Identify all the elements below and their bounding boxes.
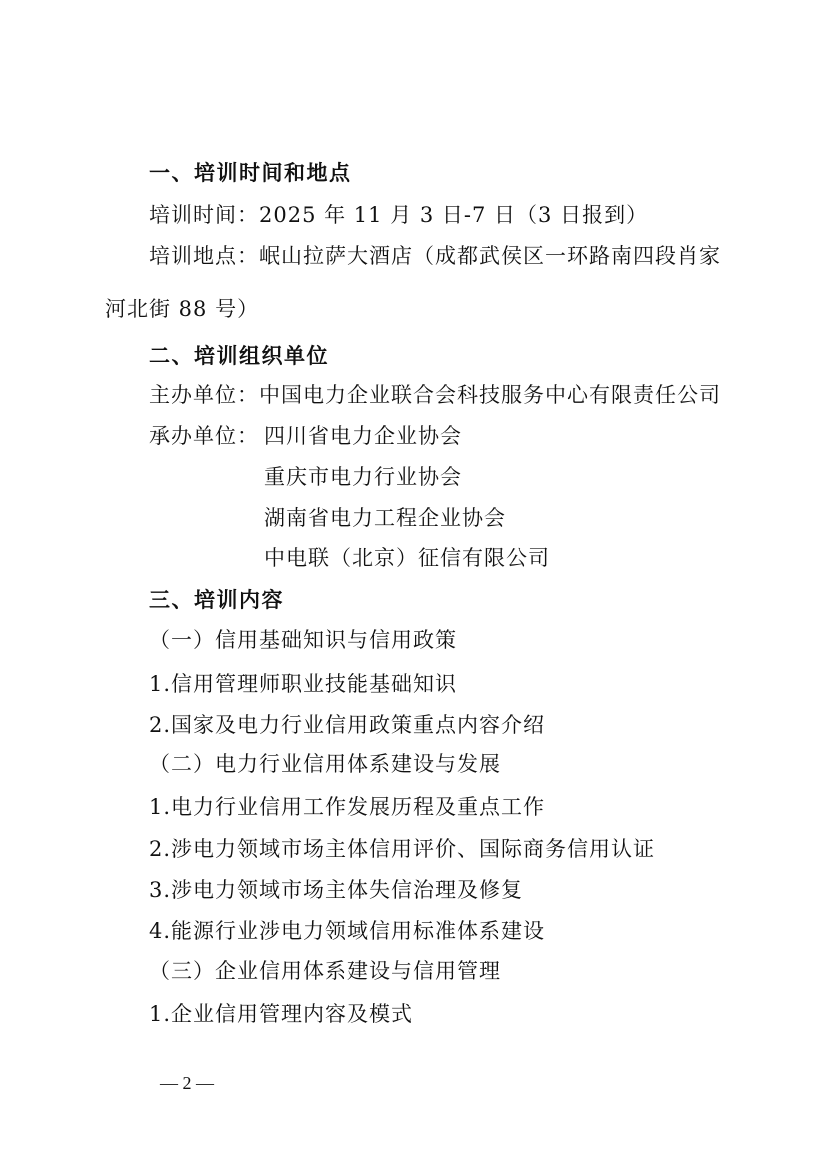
- subsection-title: （一）信用基础知识与信用政策: [149, 628, 457, 652]
- organizer-item: 中电联（北京）征信有限公司: [264, 546, 550, 570]
- content-item: 2.涉电力领域市场主体信用评价、国际商务信用认证: [149, 837, 656, 861]
- content-item: 3.涉电力领域市场主体失信治理及修复: [149, 878, 524, 902]
- subsection-title: （二）电力行业信用体系建设与发展: [149, 752, 501, 776]
- organizer-item: 重庆市电力行业协会: [264, 465, 462, 489]
- content-item: 4.能源行业涉电力领域信用标准体系建设: [149, 919, 546, 943]
- host-unit: 主办单位：中国电力企业联合会科技服务中心有限责任公司: [149, 383, 721, 407]
- training-place-line2: 河北街 88 号）: [105, 297, 260, 321]
- section-heading: 二、培训组织单位: [149, 344, 329, 368]
- organizers-label: 承办单位：: [149, 424, 259, 448]
- organizer-item: 四川省电力企业协会: [264, 424, 462, 448]
- training-place-line1: 培训地点：岷山拉萨大酒店（成都武侯区一环路南四段肖家: [149, 244, 721, 268]
- page-number: — 2 —: [160, 1073, 214, 1093]
- training-time: 培训时间：2025 年 11 月 3 日-7 日（3 日报到）: [149, 203, 649, 227]
- subsection-title: （三）企业信用体系建设与信用管理: [149, 959, 501, 983]
- organizer-item: 湖南省电力工程企业协会: [264, 506, 506, 530]
- content-item: 1.信用管理师职业技能基础知识: [149, 672, 458, 696]
- content-item: 2.国家及电力行业信用政策重点内容介绍: [149, 713, 546, 737]
- section-heading: 一、培训时间和地点: [149, 161, 352, 185]
- content-item: 1.企业信用管理内容及模式: [149, 1002, 414, 1026]
- content-item: 1.电力行业信用工作发展历程及重点工作: [149, 795, 546, 819]
- section-heading: 三、培训内容: [149, 588, 284, 612]
